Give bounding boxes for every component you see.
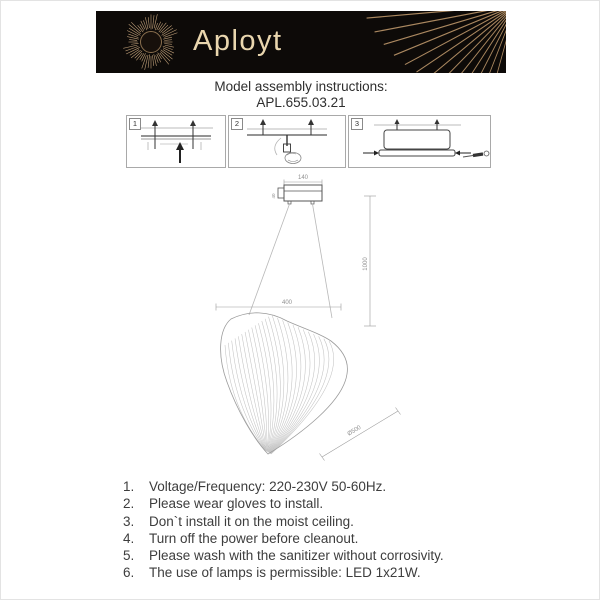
item-number: 2. [123,496,135,512]
assembly-step-3 [348,115,491,168]
rays-decoration-icon [367,11,506,73]
item-number: 4. [123,530,135,546]
brand-logo-text: Aployt [193,25,283,57]
item-text: Voltage/Frequency: 220-230V 50-60Hz. [149,479,387,494]
instruction-list [123,478,444,582]
step-number-badge: 2 [231,118,243,130]
assembly-step-2 [228,115,346,168]
banner-decor [96,11,506,73]
suspension-cable-left [249,204,290,315]
assembly-steps [126,115,491,168]
assembly-step-1 [126,115,226,168]
step-3-diagram [349,116,490,167]
title-block [1,79,600,110]
step-number-badge: 1 [129,118,141,130]
shade-diameter-label: Ø500 [346,424,363,438]
item-text: Please wash with the sanitizer without corrosivity. [149,548,444,564]
list-item [123,547,444,564]
list-item [123,495,444,512]
step-2-diagram [229,116,345,167]
model-number: APL.655.03.21 [256,94,346,110]
list-item [123,564,444,581]
list-item [123,513,444,530]
item-number: 5. [123,548,135,564]
shade-ribs [225,316,334,454]
starburst-center [141,32,162,53]
item-text: Don`t install it on the moist ceiling. [149,513,354,529]
page-title: Model assembly instructions: [214,79,388,94]
step-number-badge: 3 [351,118,363,130]
canopy [284,185,322,201]
item-number: 1. [123,479,135,494]
drop-height-label: 1000 [363,257,369,271]
canopy-width-label: 140 [297,175,309,181]
list-item [123,530,444,547]
item-text: Turn off the power before cleanout. [149,530,359,546]
list-item [123,478,444,495]
shade-width-label: 400 [281,300,293,306]
suspension-cable-right [313,204,333,318]
item-number: 6. [123,565,135,581]
step-1-diagram [127,116,225,167]
lamp-technical-drawing [201,169,421,469]
canopy-side-tab [278,188,284,198]
item-text: Please wear gloves to install. [149,496,324,512]
item-text: The use of lamps is permissible: LED 1x21W. [149,565,421,581]
canopy-height-label: 40 [271,193,276,199]
brand-banner [96,11,506,73]
item-number: 3. [123,513,135,529]
